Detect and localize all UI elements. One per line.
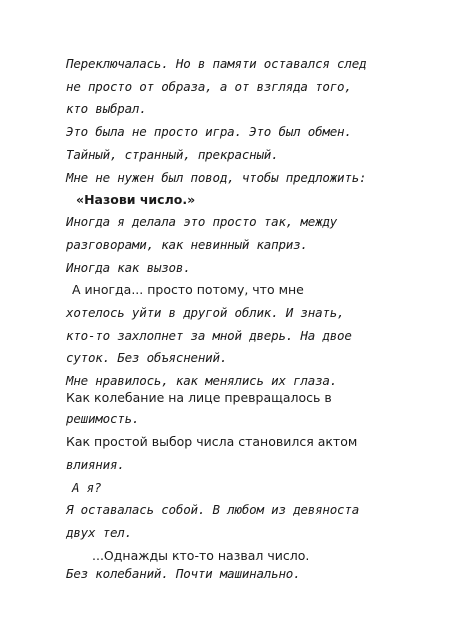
text-line: Мне не нужен был повод, чтобы предложить: — [66, 170, 367, 185]
text-line: Иногда я делала это просто так, между — [66, 214, 338, 229]
text-line: суток. Без объяснений. — [66, 350, 228, 365]
text-line: Без колебаний. Почти машинально. — [66, 566, 301, 581]
text-line: ...Однажды кто-то назвал число. — [92, 548, 310, 563]
quoted-phrase: «Назови число.» — [76, 192, 196, 207]
text-line: Это была не просто игра. Это был обмен. — [66, 124, 352, 139]
text-line: разговорами, как невинный каприз. — [66, 237, 308, 252]
text-line: решимость. — [66, 411, 140, 426]
text-line: влияния. — [66, 457, 125, 472]
text-line: А иногда... просто потому, что мне — [72, 282, 304, 297]
text-line: не просто от образа, а от взгляда того, — [66, 79, 352, 94]
text-line: кто выбрал. — [66, 101, 147, 116]
text-line: А я? — [72, 480, 102, 495]
text-line: Как простой выбор числа становился актом — [66, 434, 358, 449]
text-line: хотелось уйти в другой облик. И знать, — [66, 305, 345, 320]
text-line: Мне нравилось, как менялись их глаза. — [66, 373, 338, 388]
text-line: Иногда как вызов. — [66, 260, 191, 275]
text-line: Как колебание на лице превращалось в — [66, 390, 332, 405]
text-line: Переключалась. Но в памяти оставался след — [66, 56, 367, 71]
text-line: Я оставалась собой. В любом из девяноста — [66, 502, 360, 517]
text-line: Тайный, странный, прекрасный. — [66, 147, 279, 162]
text-line: кто-то захлопнет за мной дверь. На двое — [66, 328, 352, 343]
text-line: двух тел. — [66, 525, 132, 540]
